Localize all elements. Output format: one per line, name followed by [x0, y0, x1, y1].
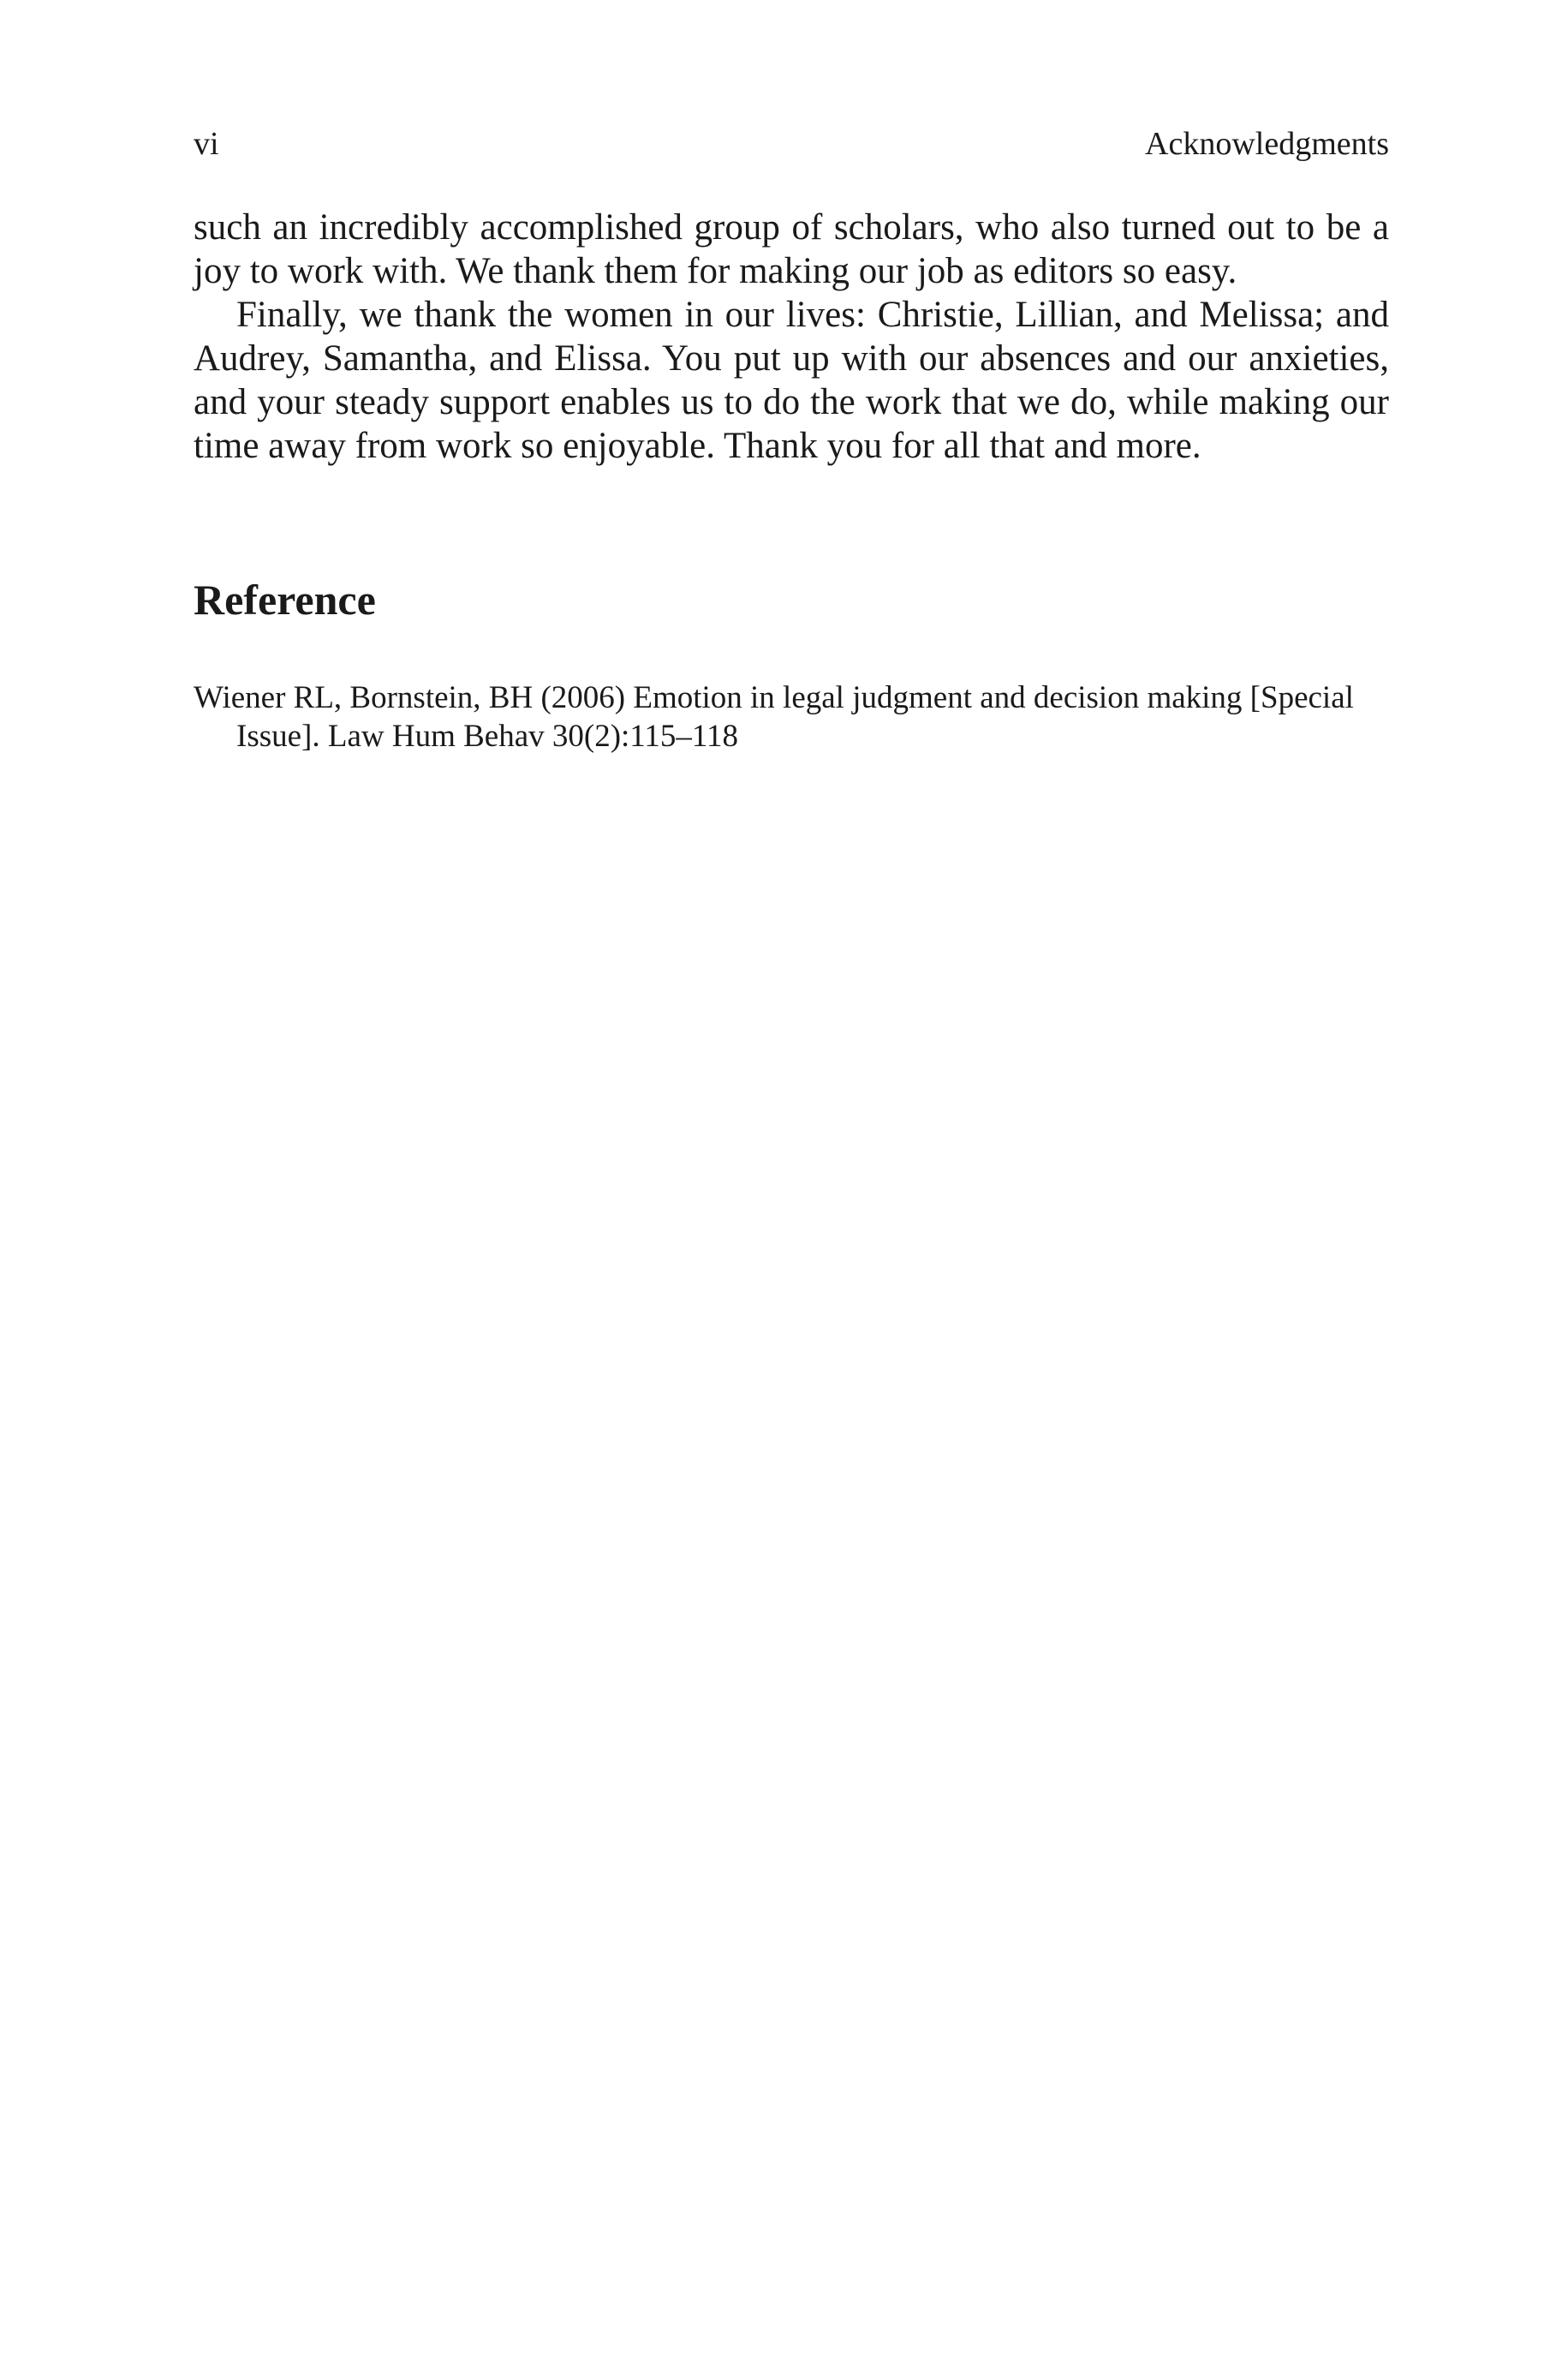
reference-entry: Wiener RL, Bornstein, BH (2006) Emotion in legal judgment and decision making [Special Issue]. Law Hum Behav 30(2):115–118 [194, 680, 1354, 754]
reference-list [194, 678, 1389, 756]
running-title: Acknowledgments [1145, 126, 1389, 162]
paragraph-continued: such an incredibly accomplished group of scholars, who also turned out to be a joy to work with. We thank them for making our job as editors so easy. [194, 207, 1389, 291]
section-heading: Reference [194, 576, 376, 624]
body-text [194, 206, 1389, 468]
running-head [194, 123, 1389, 164]
paragraph: Finally, we thank the women in our lives: Christie, Lillian, and Melissa; and Audrey, Samantha, and Elissa. You put up with our absences and our anxieties, and your steady support enables us to do the work that we do, while making our time away from work so enjoyable. Thank you for all that and more. [194, 295, 1389, 466]
page-number: vi [194, 126, 219, 162]
